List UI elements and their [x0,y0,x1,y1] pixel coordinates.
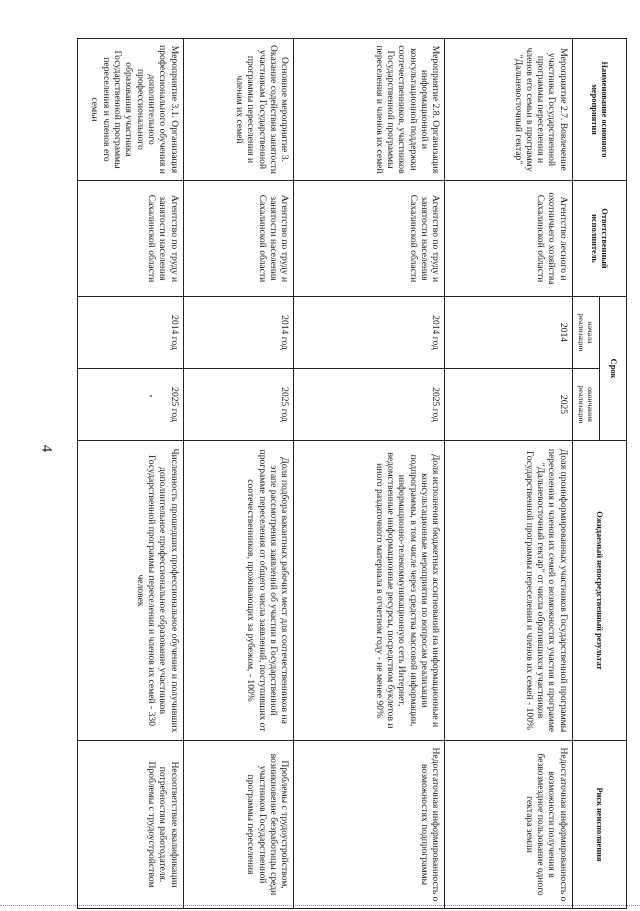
row-name: Основное мероприятие 3. Оказание содействия занятости участникам Государственной программы переселения и членам их семей [183,39,294,181]
row-result: Доля проинформированных участников Государственной программы переселения и членов их семей о возможностях участия в программе "Дальневосточный гектар" от числа обратившихся участников Государственной программы переселения и членов их семей - 100% [445,441,573,741]
header-risks: Риск неисполнения [572,741,626,909]
row-start: 2014 [445,297,573,369]
row-risks: Несоответствие квалификации потребностям работодателя. Проблемы с трудоустройством [78,741,184,909]
table-row [294,39,445,909]
header-row [599,39,626,909]
header-start: начала реализации [572,297,599,369]
row-executor: Агентство по труду и занятости населения Сахалинской области [183,181,294,297]
row-result: Численность прошедших профессиональное обучение и получивших дополнительное профессиональное образование участников Государственной программы переселения и членов их семей - 330 человек [78,441,184,741]
row-risks: Недостаточная информированность о возможности получения в безвозмездное пользование одного гектара земли [445,741,573,909]
row-executor: Агентство лесного и охотничьего хозяйства Сахалинской области [445,181,573,297]
header-end: окончания реализации [572,369,599,441]
row-name: Мероприятие 2.7. Вовлечение участника Государственной программы переселения и членов его семьи в программу "Дальневосточный гектар" [445,39,573,181]
rotated-table-frame [77,38,627,908]
table-row [445,39,573,909]
row-risks: Недостаточная информированность о возможностях подпрограммы [294,741,445,909]
row-executor: Агентство по труду и занятости населения Сахалинской области [294,181,445,297]
row-start: 2014 год [294,297,445,369]
header-executor: Ответственный исполнитель [572,181,626,297]
row-start: 2014 год [78,297,184,369]
header-term: Срок [599,297,626,441]
row-end: 2025 год [183,369,294,441]
row-executor: Агентство по труду и занятости населения Сахалинской области [78,181,184,297]
row-name: Мероприятие 2.8. Организация информационной и консультационной поддержки соотечественников, участников Государственной программы переселения и членов их семей [294,39,445,181]
measures-table [77,38,627,909]
row-end: 2025 год [78,369,184,441]
row-result: Доля подбора вакантных рабочих мест для соотечественников на этапе рассмотрения заявлений об участии в Государственной программе переселения от общего числа заявлений, поступивших от соотечественников, проживающих за рубежом, - 100% [183,441,294,741]
row-risks: Проблемы с трудоустройством, возникновение безработицы среди участников Государственной программы переселения [183,741,294,909]
table-row [78,39,184,909]
row-end: 2025 год [294,369,445,441]
header-name: Наименование основного мероприятия [572,39,626,181]
row-start: 2014 год [183,297,294,369]
table-row [183,39,294,909]
row-name: Мероприятие 3.1. Организация профессионального обучения и дополнительного профессионального образования участника Государственной программы переселения и членов его семьи [78,39,184,181]
row-end: 2025 [445,369,573,441]
page-number: 4 [38,444,55,453]
row-result: Доля исполнения бюджетных ассигнований на информационные и консультационные мероприятия по вопросам реализации подпрограммы, в том числе через средства массовой информации, информационно-телекоммуникационную сеть Интернет, ведомственные информационные ресурсы, посредством буклетов и иного раздаточного материала в отчетном году - не менее 90% [294,441,445,741]
header-result: Ожидаемый непосредственный результат [572,441,626,741]
